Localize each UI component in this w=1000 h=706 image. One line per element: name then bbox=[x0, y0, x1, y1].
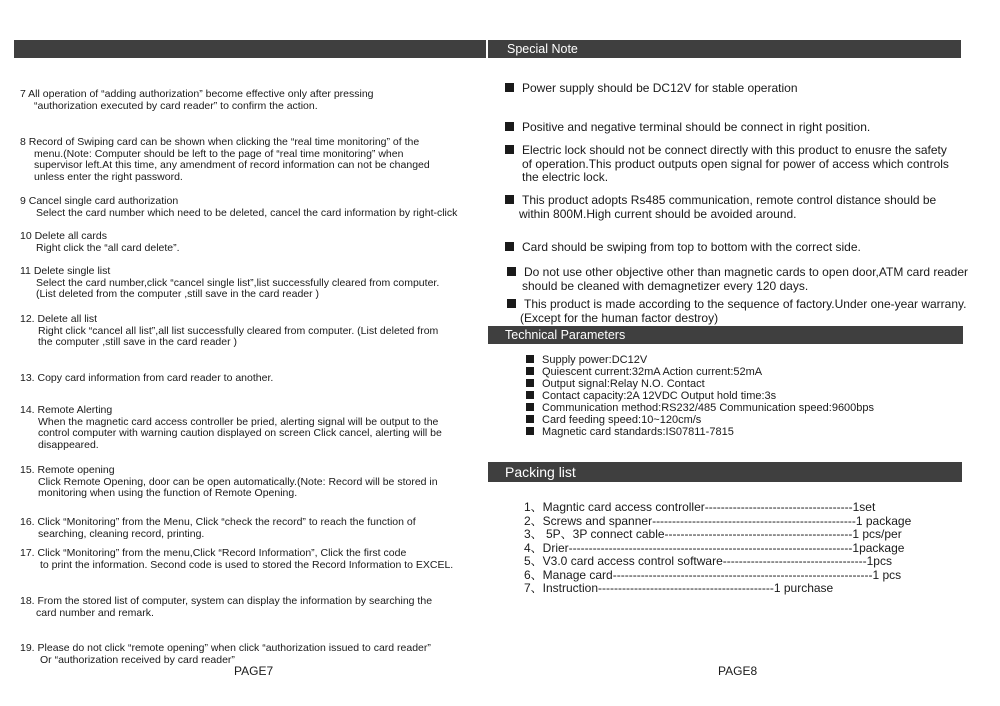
packing-item-3: 3、 5P、3P connect cable-----------------------------------------------1 pcs/per bbox=[524, 527, 902, 541]
tech-param-7: Magnetic card standards:IS07811-7815 bbox=[526, 426, 734, 438]
bullet-square-icon bbox=[526, 427, 534, 435]
instruction-item-7: 7 All operation of “adding authorization” become effective only after pressing “authorization executed by card reader” to confirm the action. bbox=[20, 88, 374, 112]
packing-item-4: 4、Drier-----------------------------------------------------------------------1package bbox=[524, 541, 905, 555]
bullet-square-icon bbox=[505, 242, 514, 251]
instruction-item-10: 10 Delete all cards Right click the “all card delete”. bbox=[20, 230, 180, 254]
packing-item-1: 1、Magntic card access controller-------------------------------------1set bbox=[524, 500, 876, 514]
packing-item-5: 5、V3.0 card access control software------------------------------------1pcs bbox=[524, 554, 892, 568]
instruction-item-11: 11 Delete single list Select the card number,click “cancel single list”,list successfully cleared from computer. (List deleted from the computer ,still save in the card reader ) bbox=[20, 265, 440, 301]
bullet-square-icon bbox=[505, 83, 514, 92]
special-note-3: Electric lock should not be connect directly with this product to enusre the safety of operation.This product outputs open signal for power of access which controls the electric lock. bbox=[505, 144, 949, 185]
instruction-item-18: 18. From the stored list of computer, system can display the information by searching the card number and remark. bbox=[20, 595, 433, 619]
tech-param-5: Communication method:RS232/485 Communication speed:9600bps bbox=[526, 402, 874, 414]
special-note-5: Card should be swiping from top to bottom with the correct side. bbox=[505, 241, 861, 255]
packing-list-header: Packing list bbox=[488, 462, 962, 482]
tech-param-6: Card feeding speed:10~120cm/s bbox=[526, 414, 701, 426]
bullet-square-icon bbox=[526, 415, 534, 423]
special-note-4: This product adopts Rs485 communication, remote control distance should be within 800M.High current should be avoided around. bbox=[505, 194, 936, 221]
bullet-square-icon bbox=[505, 145, 514, 154]
tech-param-1: Supply power:DC12V bbox=[526, 354, 647, 366]
special-note-header: Special Note bbox=[488, 40, 961, 58]
special-note-6: Do not use other objective other than magnetic cards to open door,ATM card reader should be cleaned with demagnetizer every 120 days. bbox=[507, 266, 968, 293]
instruction-item-19: 19. Please do not click “remote opening” when click “authorization issued to card reader” Or “authorization received by card reader” bbox=[20, 642, 431, 666]
bullet-square-icon bbox=[507, 299, 516, 308]
bullet-square-icon bbox=[526, 355, 534, 363]
instruction-item-17: 17. Click “Monitoring” from the menu,Click “Record Information”, Click the first code to print the information. Second code is used to stored the Record Information to EXCEL. bbox=[20, 547, 454, 571]
bullet-square-icon bbox=[507, 267, 516, 276]
tech-param-4: Contact capacity:2A 12VDC Output hold time:3s bbox=[526, 390, 776, 402]
page-number-left: PAGE7 bbox=[234, 664, 274, 678]
bullet-square-icon bbox=[526, 379, 534, 387]
instruction-item-16: 16. Click “Monitoring” from the Menu, Click “check the record” to reach the function of searching, cleaning record, printing. bbox=[20, 516, 416, 540]
packing-item-6: 6、Manage card-----------------------------------------------------------------1 pcs bbox=[524, 568, 902, 582]
special-note-2: Positive and negative terminal should be connect in right position. bbox=[505, 121, 870, 135]
bullet-square-icon bbox=[505, 195, 514, 204]
instruction-item-13: 13. Copy card information from card reader to another. bbox=[20, 372, 274, 384]
packing-item-7: 7、Instruction--------------------------------------------1 purchase bbox=[524, 581, 834, 595]
bullet-square-icon bbox=[526, 391, 534, 399]
instruction-item-8: 8 Record of Swiping card can be shown when clicking the “real time monitoring” of the menu.(Note: Computer should be left to the page of “real time monitoring” when supervisor left.At this time, any amendment of record information can not be changed unless enter the right password. bbox=[20, 136, 430, 183]
bullet-square-icon bbox=[505, 122, 514, 131]
instruction-item-15: 15. Remote opening Click Remote Opening, door can be open automatically.(Note: Record will be stored in monitoring when using the function of Remote Opening. bbox=[20, 464, 438, 500]
instruction-item-14: 14. Remote Alerting When the magnetic card access controller be pried, alerting signal will be output to the control computer with warning caution displayed on screen Click cancel, alerting will be disappeared. bbox=[20, 404, 442, 451]
packing-item-2: 2、Screws and spanner---------------------------------------------------1 package bbox=[524, 514, 912, 528]
instruction-item-9: 9 Cancel single card authorization Select the card number which need to be deleted, cancel the card information by right-click bbox=[20, 195, 458, 219]
tech-param-3: Output signal:Relay N.O. Contact bbox=[526, 378, 705, 390]
page-8 bbox=[488, 0, 1000, 706]
page-number-right: PAGE8 bbox=[718, 664, 758, 678]
bullet-square-icon bbox=[526, 403, 534, 411]
left-header-bar bbox=[14, 40, 486, 58]
special-note-7: This product is made according to the sequence of factory.Under one-year warrany. (Except for the human factor destroy) bbox=[507, 298, 966, 325]
tech-param-2: Quiescent current:32mA Action current:52mA bbox=[526, 366, 762, 378]
bullet-square-icon bbox=[526, 367, 534, 375]
instruction-item-12: 12. Delete all list Right click “cancel all list”,all list successfully cleared from computer. (List deleted from the computer ,still save in the card reader ) bbox=[20, 313, 439, 349]
technical-parameters-header: Technical Parameters bbox=[488, 326, 963, 344]
special-note-1: Power supply should be DC12V for stable operation bbox=[505, 82, 798, 96]
